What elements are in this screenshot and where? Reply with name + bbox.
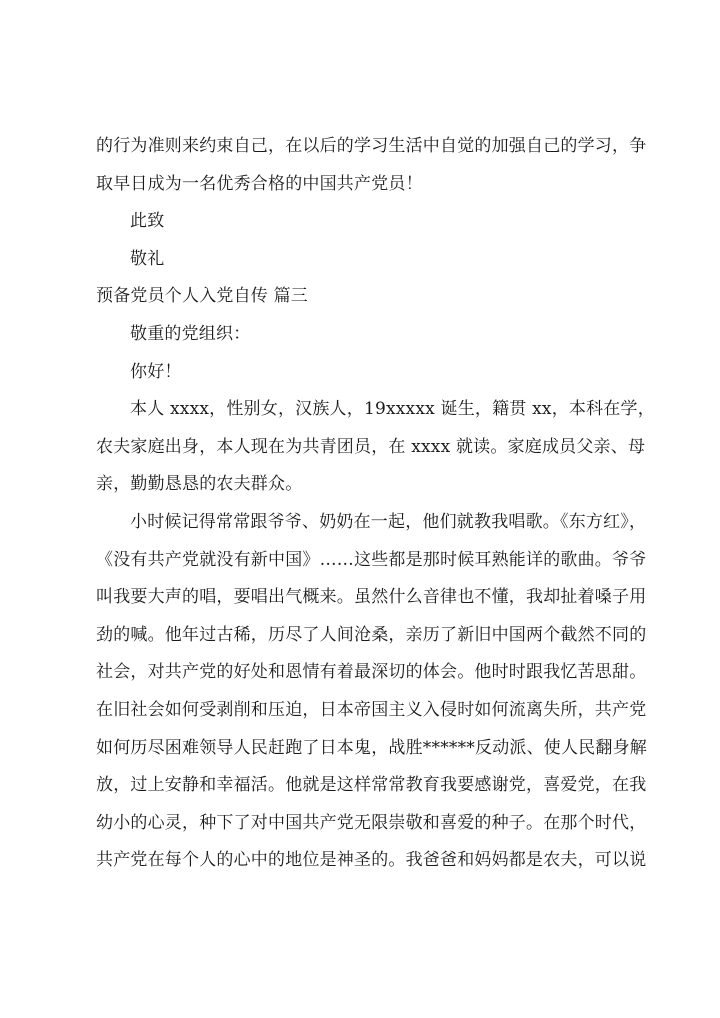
text-line: 的行为准则来约束自己，在以后的学习生活中自觉的加强自己的学习，争	[96, 136, 647, 156]
text-line: 农夫家庭出身，本人现在为共青团员，在 xxxx 就读。家庭成员父亲、母	[96, 436, 646, 457]
text-line: 如何历尽困难领导人民赶跑了日本鬼，战胜******反动派、使人民翻身解	[96, 737, 647, 758]
section-heading: 预备党员个人入党自传 篇三	[96, 286, 309, 307]
text-line: 《没有共产党就没有新中国》……这些都是那时候耳熟能详的歌曲。爷爷	[96, 549, 647, 570]
document-body	[96, 128, 655, 880]
closing-salutation: 此致	[130, 211, 165, 232]
text-line: 取早日成为一名优秀合格的中国共产党员！	[96, 173, 423, 194]
greeting-hello: 你好！	[130, 361, 182, 382]
text-line: 幼小的心灵，种下了对中国共产党无限崇敬和喜爱的种子。在那个时代，	[96, 812, 647, 833]
text-line: 亲，勤勤恳恳的农夫群众。	[96, 474, 303, 495]
text-line: 共产党在每个人的心中的地位是神圣的。我爸爸和妈妈都是农夫，可以说	[96, 850, 647, 871]
closing-regards: 敬礼	[130, 248, 165, 269]
greeting: 敬重的党组织：	[130, 323, 251, 344]
text-line: 在旧社会如何受剥削和压迫，日本帝国主义入侵时如何流离失所，共产党	[96, 699, 647, 720]
text-line: 放，过上安静和幸福活。他就是这样常常教育我要感谢党，喜爱党，在我	[96, 775, 647, 796]
text-line: 小时候记得常常跟爷爷、奶奶在一起，他们就教我唱歌。《东方红》，	[130, 511, 647, 532]
text-line: 社会，对共产党的好处和恩情有着最深切的体会。他时时跟我忆苦思甜。	[96, 662, 647, 683]
text-line: 叫我要大声的唱，要唱出气概来。虽然什么音律也不懂，我却扯着嗓子用	[96, 587, 647, 608]
text-line: 本人 xxxx，性别女，汉族人，19xxxxx 诞生，籍贯 xx，本科在学，	[130, 399, 655, 420]
text-line: 劲的喊。他年过古稀，历尽了人间沧桑，亲历了新旧中国两个截然不同的	[96, 624, 647, 645]
